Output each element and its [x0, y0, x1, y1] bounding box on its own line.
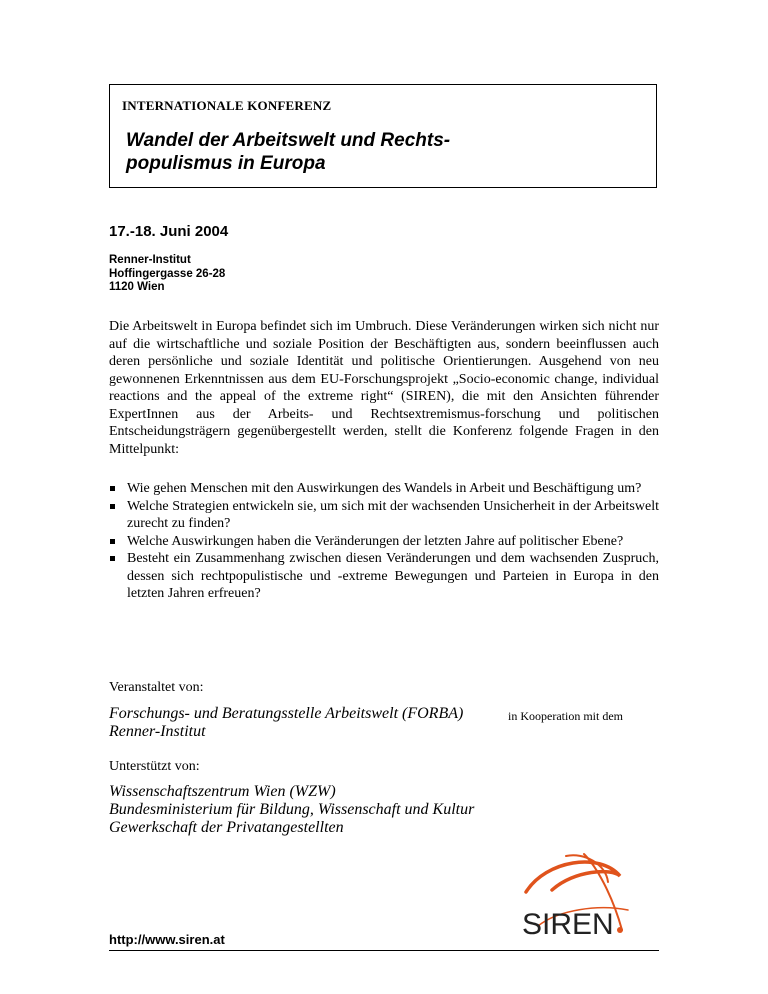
cooperation-note: in Kooperation mit dem	[508, 709, 623, 723]
organizer-renner: Renner-Institut	[109, 723, 206, 740]
question-list	[109, 480, 659, 603]
conference-title	[126, 129, 646, 175]
question-text: Besteht ein Zusammenhang zwischen diesen Veränderungen und dem wachsenden Zuspruch, dessen sich rechtpopulistische und -extreme Bewegungen und Parteien in Europa in den letzten Jahren erfreuen?	[127, 551, 659, 601]
footer-divider	[109, 950, 659, 951]
venue-address	[109, 254, 225, 295]
bullet-icon	[110, 539, 115, 544]
question-item	[109, 480, 659, 498]
bullet-icon	[110, 504, 115, 509]
intro-paragraph: Die Arbeitswelt in Europa befindet sich im Umbruch. Diese Veränderungen wirken sich nicht nur auf die wirtschaftliche und soziale Position der Beschäftigten aus, sondern beeinflussen auch deren persönliche und soziale Identität und politische Orientierungen. Ausgehend von neu gewonnenen Erkenntnissen aus dem EU-Forschungsprojekt „Socio-economic change, individual reactions and the appeal of the extreme right“ (SIREN), die mit den Ansichten führender ExpertInnen aus der Arbeits- und Rechtsextremismus-forschung und politischen Entscheidungsträgern gegenübergestellt werden, stellt die Konferenz folgende Fragen in den Mittelpunkt:	[109, 319, 659, 457]
organizers-label: Veranstaltet von:	[109, 680, 204, 695]
question-text: Wie gehen Menschen mit den Auswirkungen des Wandels in Arbeit und Beschäftigung um?	[127, 481, 642, 496]
bullet-icon	[110, 486, 115, 491]
siren-logo	[508, 850, 638, 942]
conference-title-line-2: populismus in Europa	[126, 153, 326, 174]
question-item	[109, 550, 659, 603]
venue-city: 1120 Wien	[109, 281, 165, 293]
conference-header-box	[109, 84, 657, 188]
conference-title-line-1: Wandel der Arbeitswelt und Rechts-	[126, 130, 451, 151]
supporter-item: Gewerkschaft der Privatangestellten	[109, 819, 344, 836]
question-text: Welche Auswirkungen haben die Veränderungen der letzten Jahre auf politischer Ebene?	[127, 533, 624, 549]
logo-text: SIREN	[522, 908, 614, 941]
conference-date: 17.-18. Juni 2004	[109, 223, 229, 240]
question-item	[109, 533, 659, 551]
supporter-item: Bundesministerium für Bildung, Wissenschaft und Kultur	[109, 801, 475, 818]
conference-kicker: INTERNATIONALE KONFERENZ	[122, 98, 332, 113]
bullet-icon	[110, 556, 115, 561]
website-url[interactable]: http://www.siren.at	[109, 932, 225, 947]
venue-name: Renner-Institut	[109, 254, 191, 266]
question-item	[109, 498, 659, 533]
supporter-item: Wissenschaftszentrum Wien (WZW)	[109, 783, 336, 800]
venue-street: Hoffingergasse 26-28	[109, 267, 226, 280]
question-text: Welche Strategien entwickeln sie, um sich mit der wachsenden Unsicherheit in der Arbeitswelt zurecht zu finden?	[127, 498, 659, 531]
organizer-forba: Forschungs- und Beratungsstelle Arbeitswelt (FORBA)	[109, 705, 464, 722]
supporters-label: Unterstützt von:	[109, 759, 200, 774]
